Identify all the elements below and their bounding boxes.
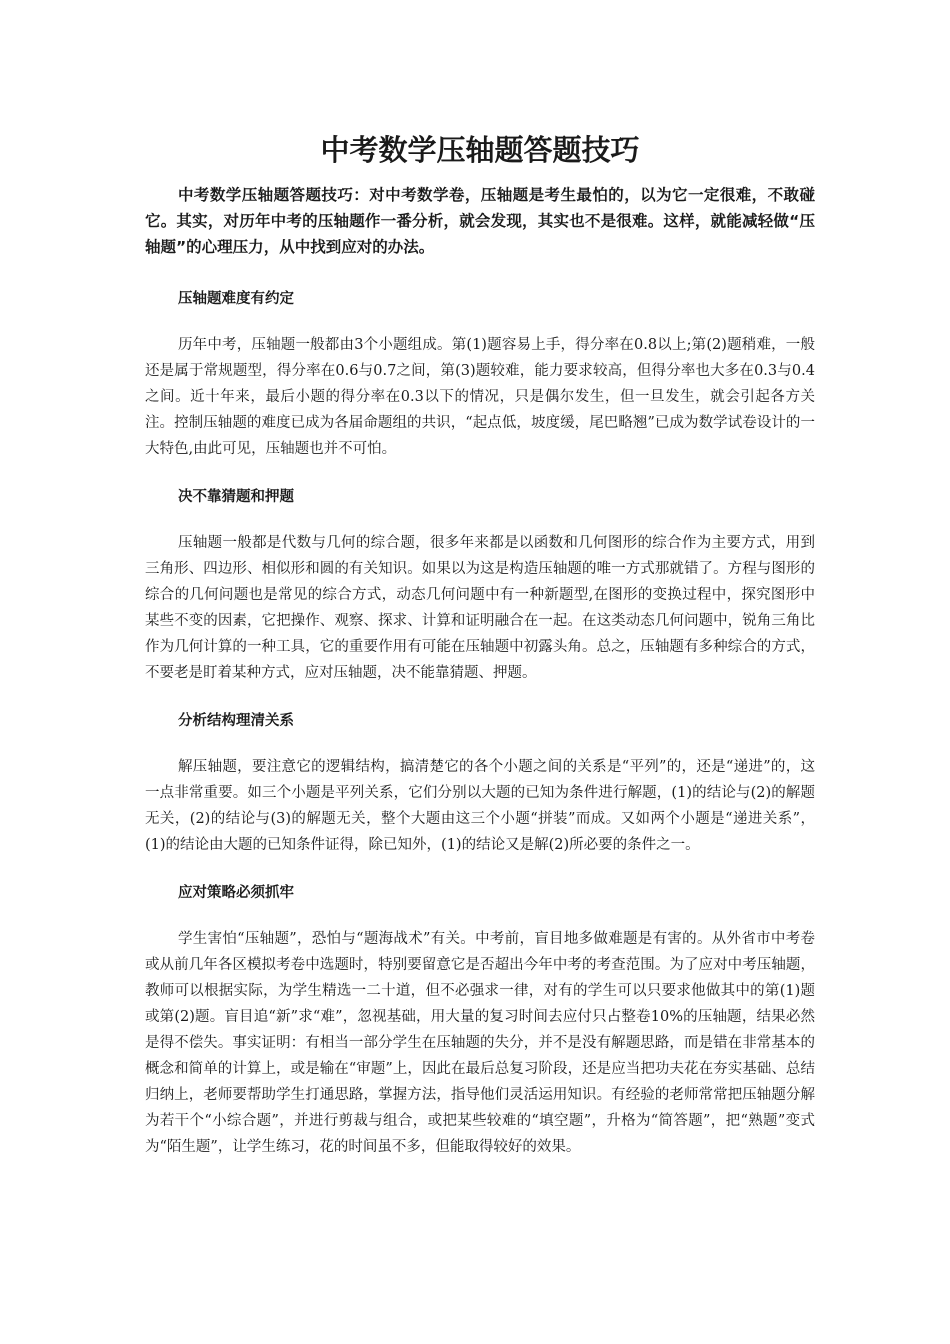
section-body: 解压轴题，要注意它的逻辑结构，搞清楚它的各个小题之间的关系是“平列”的，还是“递进”的，这一点非常重要。如三个小题是平列关系，它们分别以大题的已知为条件进行解题，(1)的结论与(2)的解题无关，(2)的结论与(3)的解题无关，整个大题由这三个小题“拼装”而成。又如两个小题是“递进关系”，(1)的结论由大题的已知条件证得，除已知外，(1)的结论又是解(2)所必要的条件之一。 bbox=[145, 759, 815, 853]
section-heading: 分析结构理清关系 bbox=[178, 713, 294, 729]
document-title: 中考数学压轴题答题技巧 bbox=[320, 133, 640, 167]
section-heading: 应对策略必须抓牢 bbox=[178, 885, 294, 901]
section-structure bbox=[145, 708, 815, 858]
section-body: 学生害怕“压轴题”，恐怕与“题海战术”有关。中考前，盲目地多做难题是有害的。从外省市中考卷或从前几年各区模拟考卷中选题时，特别要留意它是否超出今年中考的考查范围。为了应对中考压轴题，教师可以根据实际，为学生精选一二十道，但不必强求一律，对有的学生可以只要求他做其中的第(1)题或第(2)题。盲目追“新”求“难”，忽视基础，用大量的复习时间去应付只占整卷10%的压轴题，结果必然是得不偿失。事实证明：有相当一部分学生在压轴题的失分，并不是没有解题思路，而是错在非常基本的概念和简单的计算上，或是输在“审题”上，因此在最后总复习阶段，还是应当把功夫花在夯实基础、总结归纳上，老师要帮助学生打通思路，掌握方法，指导他们灵活运用知识。有经验的老师常常把压轴题分解为若干个“小综合题”，并进行剪裁与组合，或把某些较难的“填空题”，升格为“简答题”，把“熟题”变式为“陌生题”，让学生练习，花的时间虽不多，但能取得较好的效果。 bbox=[145, 931, 815, 1155]
section-difficulty bbox=[145, 286, 815, 462]
section-no-guessing bbox=[145, 484, 815, 686]
section-heading: 决不靠猜题和押题 bbox=[178, 489, 294, 505]
section-body: 压轴题一般都是代数与几何的综合题，很多年来都是以函数和几何图形的综合作为主要方式，用到三角形、四边形、相似形和圆的有关知识。如果以为这是构造压轴题的唯一方式那就错了。方程与图形的综合的几何问题也是常见的综合方式，动态几何问题中有一种新题型,在图形的变换过程中，探究图形中某些不变的因素，它把操作、观察、探求、计算和证明融合在一起。在这类动态几何问题中，锐角三角比作为几何计算的一种工具，它的重要作用有可能在压轴题中初露头角。总之，压轴题有多种综合的方式，不要老是盯着某种方式，应对压轴题，决不能靠猜题、押题。 bbox=[145, 535, 815, 681]
section-heading: 压轴题难度有约定 bbox=[178, 291, 294, 307]
section-body: 历年中考，压轴题一般都由3个小题组成。第(1)题容易上手，得分率在0.8以上;第(2)题稍难，一般还是属于常规题型，得分率在0.6与0.7之间，第(3)题较难，能力要求较高，但得分率也大多在0.3与0.4之间。近十年来，最后小题的得分率在0.3以下的情况，只是偶尔发生，但一旦发生，就会引起各方关注。控制压轴题的难度已成为各届命题组的共识，“起点低，坡度缓，尾巴略翘”已成为数学试卷设计的一大特色,由此可见，压轴题也并不可怕。 bbox=[145, 337, 815, 457]
section-strategy bbox=[145, 880, 815, 1160]
intro-paragraph: 中考数学压轴题答题技巧：对中考数学卷，压轴题是考生最怕的，以为它一定很难，不敢碰它。其实，对历年中考的压轴题作一番分析，就会发现，其实也不是很难。这样，就能减轻做“压轴题”的心理压力，从中找到应对的办法。 bbox=[145, 186, 815, 256]
document-page bbox=[145, 128, 815, 1182]
